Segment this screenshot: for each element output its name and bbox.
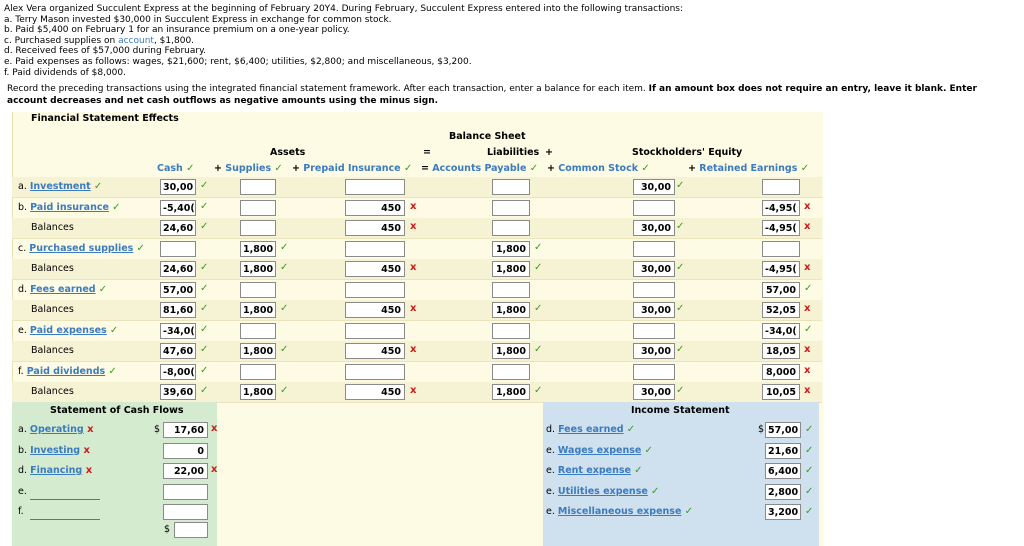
cross-icon: x xyxy=(804,364,811,376)
row-label: a. Investment ✓ xyxy=(18,181,103,192)
row-divider xyxy=(12,238,822,239)
check-icon: ✓ xyxy=(630,465,643,476)
amount-input-supplies[interactable] xyxy=(240,364,276,380)
row-band xyxy=(12,341,822,361)
amount-input-cash[interactable]: 24,60 xyxy=(160,261,196,277)
amount-input-cs[interactable] xyxy=(633,200,675,216)
instructions: Record the preceding transactions using the integrated financial statement framework. After each transaction, enter a balance for each item. If an amount box does not require an entry, leave it blank. Enter account decreases and net cash outflows as negative amounts using the minus sign. xyxy=(7,84,977,106)
check-icon: ✓ xyxy=(676,344,685,355)
cross-icon: x xyxy=(804,221,811,232)
cash-flow-label: e. xyxy=(18,485,27,497)
row-label-link[interactable]: Paid expenses xyxy=(29,324,107,336)
amount-input-prepaid[interactable]: 450 xyxy=(345,200,405,216)
row-divider xyxy=(12,197,822,198)
income-label-link[interactable]: Utilities expense xyxy=(557,485,648,497)
amount-input-prepaid[interactable]: 450 xyxy=(345,343,405,359)
cross-icon: x xyxy=(410,303,417,314)
check-icon: ✓ xyxy=(200,180,209,191)
amount-input-prepaid[interactable] xyxy=(345,241,405,257)
cash-flow-input[interactable] xyxy=(163,504,208,520)
income-label: e. Miscellaneous expense ✓ xyxy=(546,506,693,517)
check-icon: ✓ xyxy=(200,221,209,232)
amount-input-re[interactable]: -4,95( xyxy=(762,261,800,277)
row-label: Balances xyxy=(31,345,74,356)
income-label-link[interactable]: Wages expense xyxy=(557,444,642,456)
check-icon: ✓ xyxy=(534,303,543,314)
fse-title: Financial Statement Effects xyxy=(31,113,179,124)
row-label-link[interactable]: Paid dividends xyxy=(26,365,106,377)
plus-heading: + xyxy=(545,147,553,158)
check-icon: ✓ xyxy=(105,365,117,377)
amount-input-cs[interactable] xyxy=(633,241,675,257)
amount-input-prepaid[interactable]: 450 xyxy=(345,302,405,318)
cash-flow-label-link[interactable]: Investing xyxy=(30,444,81,456)
check-icon: ✓ xyxy=(676,385,685,396)
row-label-link[interactable]: Paid insurance xyxy=(30,201,109,213)
amount-input-supplies[interactable] xyxy=(240,220,276,236)
check-icon: ✓ xyxy=(676,180,685,191)
amount-input-ap[interactable] xyxy=(492,282,530,298)
check-icon: ✓ xyxy=(280,303,289,314)
cross-icon: x xyxy=(410,200,417,212)
check-icon: ✓ xyxy=(804,323,813,335)
amount-input-re[interactable] xyxy=(762,241,800,257)
col-prepaid: + Prepaid Insurance ✓ xyxy=(292,163,413,174)
cross-icon: x xyxy=(804,303,811,314)
income-statement-title: Income Statement xyxy=(631,405,730,416)
row-divider xyxy=(12,361,822,362)
row-label: e. Paid expenses ✓ xyxy=(18,324,119,336)
row-label: f. Paid dividends ✓ xyxy=(18,365,117,377)
equals-heading: = xyxy=(423,147,431,158)
amount-input-ap[interactable] xyxy=(492,220,530,236)
check-icon: ✓ xyxy=(280,344,289,355)
amount-input-cs[interactable] xyxy=(633,323,675,339)
amount-input-prepaid[interactable]: 450 xyxy=(345,261,405,277)
cash-flow-title: Statement of Cash Flows xyxy=(50,405,184,416)
amount-input-supplies[interactable] xyxy=(240,323,276,339)
check-icon: ✓ xyxy=(534,344,543,355)
cash-flow-input[interactable] xyxy=(163,484,208,500)
check-icon: ✓ xyxy=(805,444,814,456)
currency-sign: $ xyxy=(758,424,765,435)
amount-input-cs[interactable]: 30,00 xyxy=(633,343,675,359)
amount-input-supplies[interactable] xyxy=(240,179,276,195)
cross-icon: x xyxy=(211,464,218,475)
cross-icon: x xyxy=(410,344,417,355)
amount-input-cs[interactable]: 30,00 xyxy=(633,384,675,400)
cash-total-input[interactable] xyxy=(174,522,208,538)
income-input[interactable]: 57,00 xyxy=(765,422,801,438)
amount-input-cs[interactable] xyxy=(633,282,675,298)
blank-dropdown[interactable] xyxy=(30,519,100,520)
row-label-link[interactable]: Fees earned xyxy=(30,283,96,295)
check-icon: ✓ xyxy=(534,241,543,253)
amount-input-re[interactable]: 10,05 xyxy=(762,384,800,400)
check-icon: ✓ xyxy=(676,262,685,273)
cross-icon: x xyxy=(410,262,417,273)
currency-sign: $ xyxy=(154,424,161,435)
row-label: Balances xyxy=(31,386,74,397)
row-divider xyxy=(12,320,822,321)
row-label: Balances xyxy=(31,222,74,233)
income-input[interactable]: 2,800 xyxy=(765,484,801,500)
row-divider xyxy=(12,279,822,280)
problem-intro xyxy=(4,4,683,78)
amount-input-ap[interactable] xyxy=(492,323,530,339)
amount-input-re[interactable]: 57,00 xyxy=(762,282,800,298)
cross-icon: x xyxy=(410,385,417,396)
check-icon: ✓ xyxy=(200,385,209,396)
cross-icon: x xyxy=(804,385,811,396)
check-icon: ✓ xyxy=(108,201,121,213)
cross-icon: x xyxy=(82,465,93,476)
check-icon: ✓ xyxy=(200,364,209,376)
col-cs: + Common Stock ✓ xyxy=(547,163,650,174)
cross-icon: x xyxy=(804,200,811,212)
check-icon: ✓ xyxy=(95,283,108,295)
cash-flow-label-link[interactable]: Operating xyxy=(29,424,84,435)
check-icon: ✓ xyxy=(623,424,636,435)
check-icon: ✓ xyxy=(804,282,813,294)
intro-f: f. Paid dividends of $8,000. xyxy=(4,67,126,78)
amount-input-cash[interactable]: 39,60 xyxy=(160,384,196,400)
amount-input-ap[interactable]: 1,800 xyxy=(492,384,530,400)
amount-input-supplies[interactable]: 1,800 xyxy=(240,302,276,318)
amount-input-cash[interactable]: 81,60 xyxy=(160,302,196,318)
check-icon: ✓ xyxy=(676,221,685,232)
intro-d: d. Received fees of $57,000 during February. xyxy=(4,46,207,57)
amount-input-ap[interactable]: 1,800 xyxy=(492,261,530,277)
intro-b: b. Paid $5,400 on February 1 for an insurance premium on a one-year policy. xyxy=(4,25,350,36)
intro-c: c. Purchased supplies on account, $1,800. xyxy=(4,35,195,46)
amount-input-ap[interactable] xyxy=(492,179,530,195)
check-icon: ✓ xyxy=(805,424,814,435)
check-icon: ✓ xyxy=(805,465,814,476)
amount-input-cash[interactable]: 47,60 xyxy=(160,343,196,359)
cross-icon: x xyxy=(804,344,811,355)
check-icon: ✓ xyxy=(90,181,103,192)
row-band xyxy=(12,382,822,402)
amount-input-cash[interactable]: 57,00 xyxy=(160,282,196,298)
amount-input-re[interactable] xyxy=(762,179,800,195)
amount-input-prepaid[interactable]: 450 xyxy=(345,384,405,400)
cash-flow-input[interactable]: 0 xyxy=(163,443,208,459)
cash-flow-input[interactable]: 17,60 xyxy=(163,422,208,438)
check-icon: ✓ xyxy=(280,385,289,396)
row-label: d. Fees earned ✓ xyxy=(18,283,108,295)
balance-sheet-heading: Balance Sheet xyxy=(449,131,526,142)
check-icon: ✓ xyxy=(280,262,289,273)
cash-flow-label: a. Operating x xyxy=(18,424,94,435)
liabilities-heading: Liabilities xyxy=(487,147,540,158)
amount-input-ap[interactable] xyxy=(492,364,530,380)
income-label-link[interactable]: Fees earned xyxy=(558,424,624,435)
amount-input-cash[interactable]: -8,00( xyxy=(160,364,196,380)
row-label: b. Paid insurance ✓ xyxy=(18,201,121,213)
check-icon: ✓ xyxy=(133,242,145,254)
check-icon: ✓ xyxy=(647,485,660,497)
row-band xyxy=(12,300,822,320)
amount-input-prepaid[interactable] xyxy=(345,364,405,380)
income-label-link[interactable]: Rent expense xyxy=(557,465,631,476)
row-label: Balances xyxy=(31,263,74,274)
amount-input-cash[interactable]: 24,60 xyxy=(160,220,196,236)
cross-icon: x xyxy=(804,262,811,273)
col-ap: = Accounts Payable ✓ xyxy=(421,163,539,174)
check-icon: ✓ xyxy=(200,200,209,212)
check-icon: ✓ xyxy=(641,444,653,456)
col-supplies: + Supplies ✓ xyxy=(214,163,283,174)
cross-icon: x xyxy=(211,423,218,434)
check-icon: ✓ xyxy=(200,303,209,314)
check-icon: ✓ xyxy=(534,385,543,396)
cross-icon: x xyxy=(410,221,417,232)
cash-flow-label: b. Investing x xyxy=(18,444,90,456)
income-input[interactable]: 21,60 xyxy=(765,443,801,459)
income-label: e. Rent expense ✓ xyxy=(546,465,643,476)
row-band xyxy=(12,218,822,238)
income-label: e. Utilities expense ✓ xyxy=(546,485,660,497)
amount-input-cs[interactable] xyxy=(633,364,675,380)
amount-input-ap[interactable] xyxy=(492,200,530,216)
cross-icon: x xyxy=(83,424,94,435)
cross-icon: x xyxy=(80,444,90,456)
income-label-link[interactable]: Miscellaneous expense xyxy=(557,506,682,517)
amount-input-re[interactable]: 18,05 xyxy=(762,343,800,359)
amount-input-re[interactable]: 8,000 xyxy=(762,364,800,380)
check-icon: ✓ xyxy=(280,241,289,253)
amount-input-prepaid[interactable] xyxy=(345,323,405,339)
amount-input-re[interactable]: -4,95( xyxy=(762,200,800,216)
row-band xyxy=(12,177,822,197)
check-icon: ✓ xyxy=(681,506,693,517)
check-icon: ✓ xyxy=(676,303,685,314)
row-label: Balances xyxy=(31,304,74,315)
blank-dropdown[interactable] xyxy=(30,499,100,500)
amount-input-cash[interactable]: -5,40( xyxy=(160,200,196,216)
income-input[interactable]: 3,200 xyxy=(765,504,801,520)
equity-heading: Stockholders' Equity xyxy=(632,147,743,158)
amount-input-ap[interactable]: 1,800 xyxy=(492,241,530,257)
check-icon: ✓ xyxy=(805,485,814,497)
cash-total-currency: $ xyxy=(164,524,171,535)
amount-input-cs[interactable]: 30,00 xyxy=(633,302,675,318)
row-band xyxy=(12,259,822,279)
amount-input-supplies[interactable] xyxy=(240,282,276,298)
amount-input-cs[interactable]: 30,00 xyxy=(633,179,675,195)
amount-input-ap[interactable]: 1,800 xyxy=(492,343,530,359)
amount-input-prepaid[interactable]: 450 xyxy=(345,220,405,236)
amount-input-re[interactable]: 52,05 xyxy=(762,302,800,318)
check-icon: ✓ xyxy=(805,506,814,517)
check-icon: ✓ xyxy=(200,262,209,273)
cash-flow-label-link[interactable]: Financing xyxy=(30,465,83,476)
row-label: c. Purchased supplies ✓ xyxy=(18,242,145,254)
amount-input-prepaid[interactable] xyxy=(345,179,405,195)
check-icon: ✓ xyxy=(200,323,209,335)
income-input[interactable]: 6,400 xyxy=(765,463,801,479)
cash-flow-label: d. Financing x xyxy=(18,465,93,476)
amount-input-ap[interactable]: 1,800 xyxy=(492,302,530,318)
col-re: + Retained Earnings ✓ xyxy=(688,163,810,174)
check-icon: ✓ xyxy=(200,282,209,294)
amount-input-re[interactable]: -34,0( xyxy=(762,323,800,339)
row-label-link[interactable]: Purchased supplies xyxy=(29,242,134,254)
amount-input-cs[interactable]: 30,00 xyxy=(633,220,675,236)
amount-input-supplies[interactable] xyxy=(240,200,276,216)
amount-input-prepaid[interactable] xyxy=(345,282,405,298)
amount-input-supplies[interactable]: 1,800 xyxy=(240,343,276,359)
amount-input-cs[interactable]: 30,00 xyxy=(633,261,675,277)
cash-flow-input[interactable]: 22,00 xyxy=(163,463,208,479)
income-label: d. Fees earned ✓ xyxy=(546,424,636,435)
assets-heading: Assets xyxy=(270,147,306,158)
row-label-link[interactable]: Investment xyxy=(29,181,91,192)
amount-input-supplies[interactable]: 1,800 xyxy=(240,384,276,400)
intro-a: a. Terry Mason invested $30,000 in Succulent Express in exchange for common stock. xyxy=(4,14,392,25)
check-icon: ✓ xyxy=(106,324,119,336)
col-cash: Cash ✓ xyxy=(157,163,195,174)
account-link[interactable]: account xyxy=(118,35,154,46)
amount-input-cash[interactable]: -34,0( xyxy=(160,323,196,339)
amount-input-cash[interactable]: 30,00 xyxy=(160,179,196,195)
amount-input-supplies[interactable]: 1,800 xyxy=(240,261,276,277)
cash-flow-label: f. xyxy=(18,506,24,517)
check-icon: ✓ xyxy=(534,262,543,273)
amount-input-supplies[interactable]: 1,800 xyxy=(240,241,276,257)
check-icon: ✓ xyxy=(200,344,209,355)
amount-input-cash[interactable] xyxy=(160,241,196,257)
intro-line: Alex Vera organized Succulent Express at the beginning of February 20Y4. During February, Succulent Express entered into the following transactions: xyxy=(4,4,684,14)
income-label: e. Wages expense ✓ xyxy=(546,444,653,456)
intro-e: e. Paid expenses as follows: wages, $21,600; rent, $6,400; utilities, $2,800; and miscellaneous, $3,200. xyxy=(4,56,472,67)
amount-input-re[interactable]: -4,95( xyxy=(762,220,800,236)
